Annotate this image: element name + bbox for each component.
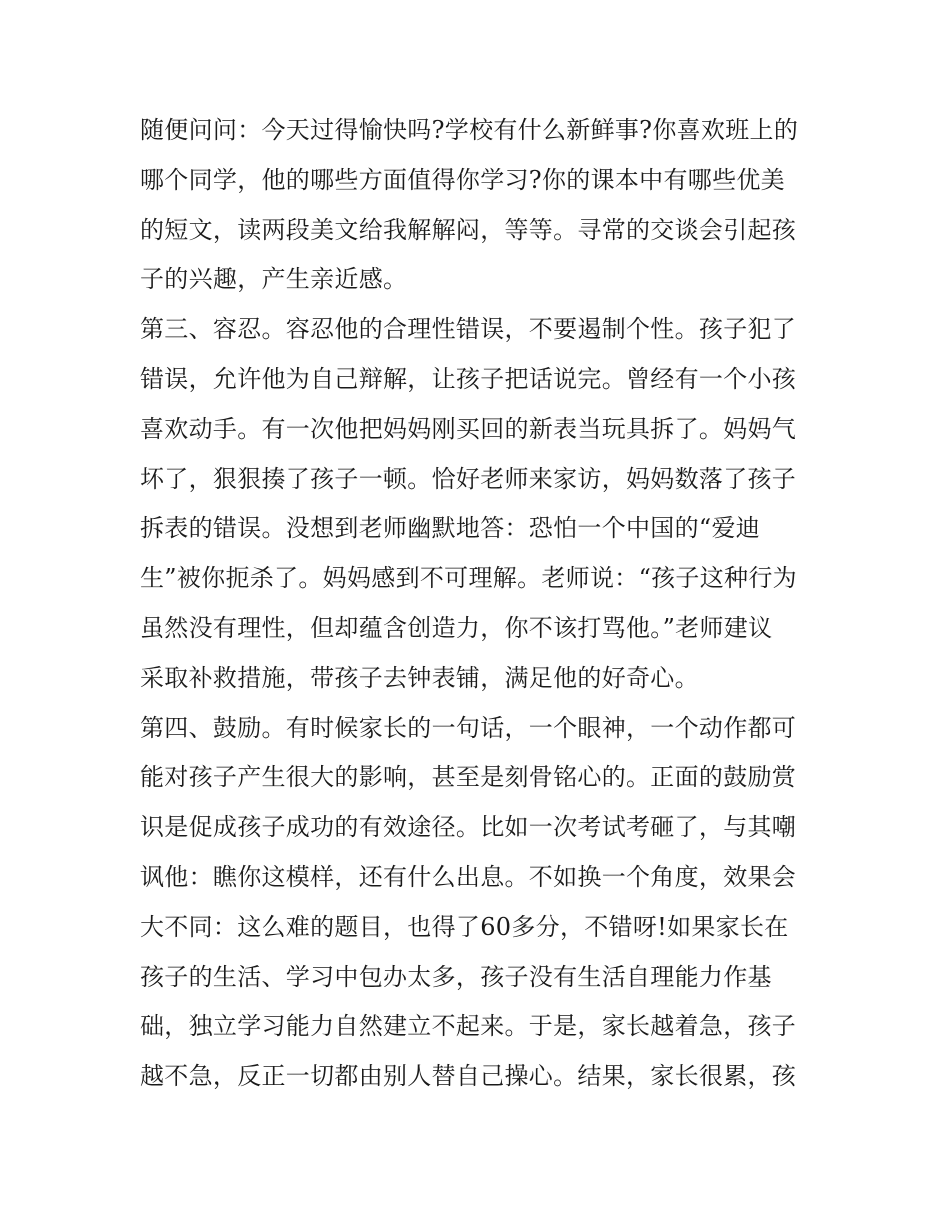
text-line: 哪个同学，他的哪些方面值得你学习?你的课本中有哪些优美 xyxy=(140,165,785,194)
text-line: 越不急，反正一切都由别人替自己操心。结果，家长很累，孩 xyxy=(140,1062,797,1091)
text-line: 能对孩子产生很大的影响，甚至是刻骨铭心的。正面的鼓励赏 xyxy=(140,763,797,792)
text-line: 子的兴趣，产生亲近感。 xyxy=(140,265,408,294)
text-line: 错误，允许他为自己辩解，让孩子把话说完。曾经有一个小孩 xyxy=(140,364,797,393)
text-line: 识是促成孩子成功的有效途径。比如一次考试考砸了，与其嘲 xyxy=(140,813,797,842)
text-line: 讽他：瞧你这模样，还有什么出息。不如换一个角度，效果会 xyxy=(140,862,797,891)
text-line: 随便问问：今天过得愉快吗?学校有什么新鲜事?你喜欢班上的 xyxy=(140,116,799,144)
text-line: 采取补救措施，带孩子去钟表铺，满足他的好奇心。 xyxy=(140,663,699,692)
text-line: 喜欢动手。有一次他把妈妈刚买回的新表当玩具拆了。妈妈气 xyxy=(140,414,797,443)
text-line: 第三、容忍。容忍他的合理性错误，不要遏制个性。孩子犯了 xyxy=(140,315,797,344)
text-line: 孩子的生活、学习中包办太多，孩子没有生活自理能力作基 xyxy=(140,962,772,991)
text-line: 础，独立学习能力自然建立不起来。于是，家长越着急，孩子 xyxy=(140,1012,797,1041)
text-line: 拆表的错误。没想到老师幽默地答：恐怕一个中国的“爱迪 xyxy=(140,514,761,543)
text-line: 生”被你扼杀了。妈妈感到不可理解。老师说：“孩子这种行为 xyxy=(140,564,797,593)
text-line: 大不同：这么难的题目，也得了60多分，不错呀!如果家长在 xyxy=(140,912,789,941)
text-line: 虽然没有理性，但却蕴含创造力，你不该打骂他。”老师建议 xyxy=(140,613,773,642)
text-line: 坏了，狠狠揍了孩子一顿。恰好老师来家访，妈妈数落了孩子 xyxy=(140,464,797,493)
body-text xyxy=(140,106,820,1102)
text-line: 第四、鼓励。有时候家长的一句话，一个眼神，一个动作都可 xyxy=(140,713,797,742)
text-line: 的短文，读两段美文给我解解闷，等等。寻常的交谈会引起孩 xyxy=(140,215,797,244)
